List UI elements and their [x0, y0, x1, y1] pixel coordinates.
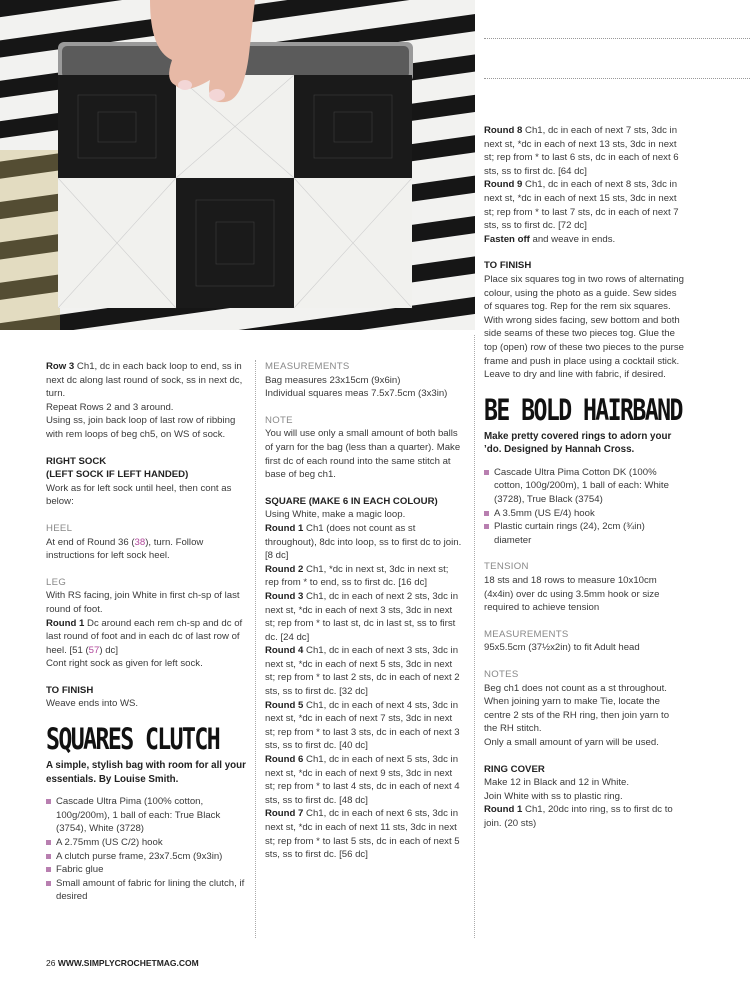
ring-cover-heading: RING COVER [484, 763, 545, 775]
column-3 [484, 124, 684, 831]
list-item: Fabric glue [46, 863, 246, 877]
be-bold-hairband-title: BE BOLD HAIRBAND [484, 392, 682, 427]
column-divider [255, 360, 256, 938]
squares-clutch-intro: A simple, stylish bag with room for all your essentials. By Louise Smith. [46, 760, 246, 785]
list-item: Small amount of fabric for lining the clutch, if desired [46, 877, 246, 904]
measurements-heading: MEASUREMENTS [265, 361, 350, 372]
footer-url: WWW.SIMPLYCROCHETMAG.COM [57, 958, 199, 968]
column-divider [474, 335, 475, 938]
round-paragraph: Round 3 Ch1, dc in each of next 2 sts, 3dc in next st, *dc in each of next 3 sts, 3dc in next st; rep from * to last st, dc in last st, ss to first dc. [24 dc] [265, 590, 459, 643]
clutch-photo [0, 0, 475, 330]
measurements-text: Bag measures 23x15cm (9x6in) [265, 374, 401, 386]
column-1 [46, 360, 246, 904]
right-sock-heading: RIGHT SOCK (LEFT SOCK IF LEFT HANDED) [46, 455, 189, 481]
column-2 [265, 360, 463, 862]
fasten-off-text: Fasten off and weave in ends. [484, 233, 616, 245]
measurements-text: 95x5.5cm (37½x2in) to fit Adult head [484, 642, 640, 654]
list-item: Cascade Ultra Pima Cotton DK (100% cotton, 100g/200m), 1 ball of each: White (3728), True Black (3754) [484, 466, 684, 507]
header-rule [484, 38, 750, 39]
notes-text: Beg ch1 does not count as a st throughout. [484, 682, 667, 694]
ring-round1: Round 1 Ch1, 20dc into ring, ss to first dc to join. (20 sts) [484, 804, 673, 829]
round-paragraph: Round 2 Ch1, *dc in next st, 3dc in next st; rep from * to end, ss to first dc. [16 dc] [265, 563, 449, 589]
list-item: A 3.5mm (US E/4) hook [484, 507, 684, 521]
round-paragraph: Round 7 Ch1, dc in each of next 6 sts, 3dc in next st, *dc in each of next 11 sts, 3dc in next st; rep from * to last 5 sts, dc in each of next 5 sts, ss to first dc. [56 dc] [265, 808, 460, 861]
to-finish-heading: TO FINISH [46, 684, 94, 696]
cont-text: Cont right sock as given for left sock. [46, 658, 203, 670]
tension-text: 18 sts and 18 rows to measure 10x10cm (4x4in) over dc using 3.5mm hook or size required to achieve tension [484, 575, 660, 614]
square-heading: SQUARE (MAKE 6 IN EACH COLOUR) [265, 495, 438, 507]
notes-text: When joining yarn to make Tie, locate the centre 2 sts of the RH ring, then join yarn to the RH stitch. [484, 696, 670, 735]
join-text: Using ss, join back loop of last row of ribbing with rem loops of beg ch5, on WS of sock. [46, 415, 236, 440]
round-paragraph: Round 5 Ch1, dc in each of next 4 sts, 3dc in next st, *dc in each of next 7 sts, 3dc in next st; rep from * to last 3 sts, dc in each of next 3 sts, ss to first dc. [40 dc] [265, 699, 460, 752]
list-item: Cascade Ultra Pima (100% cotton, 100g/200m), 1 ball of each: True Black (3754), White (3728) [46, 795, 246, 836]
round-paragraph: Round 4 Ch1, dc in each of next 3 sts, 3dc in next st, *dc in each of next 5 sts, 3dc in next st; rep from * to last 2 sts, dc in each of next 2 sts, ss to first dc. [32 dc] [265, 645, 460, 698]
page-footer [46, 958, 199, 968]
row3-paragraph: Row 3 Ch1, dc in each back loop to end, ss in next dc along last round of sock, ss in next dc, turn. [46, 361, 243, 400]
repeat-text: Repeat Rows 2 and 3 around. [46, 401, 174, 413]
list-item: A clutch purse frame, 23x7.5cm (9x3in) [46, 850, 246, 864]
hairband-materials-list [484, 466, 684, 548]
measurements-text: Individual squares meas 7.5x7.5cm (3x3in) [265, 388, 448, 400]
leg-heading: LEG [46, 576, 67, 588]
notes-heading: NOTES [484, 669, 519, 680]
to-finish-heading: TO FINISH [484, 260, 532, 272]
notes-text: Only a small amount of yarn will be used. [484, 736, 659, 748]
squares-clutch-title: SQUARES CLUTCH [46, 722, 220, 757]
leg-text: With RS facing, join White in first ch-sp of last round of foot. [46, 590, 240, 615]
work-as-text: Work as for left sock until heel, then cont as below: [46, 482, 232, 508]
clutch-materials-list [46, 795, 246, 904]
ring-cover-text: Make 12 in Black and 12 in White. [484, 777, 630, 789]
hairband-intro: Make pretty covered rings to adorn your ’do. Designed by Hannah Cross. [484, 430, 672, 456]
round-paragraph: Round 9 Ch1, dc in each of next 8 sts, 3dc in next st, *dc in each of next 15 sts, 3dc in next st; rep from * to last 7 sts, dc in each of next 7 sts, ss to first dc. [72 dc] [484, 179, 679, 232]
list-item: A 2.75mm (US C/2) hook [46, 836, 246, 850]
list-item: Plastic curtain rings (24), 2cm (¾in) diameter [484, 520, 684, 547]
square-intro: Using White, make a magic loop. [265, 509, 406, 521]
page-number: 26 [46, 958, 56, 968]
round-paragraph: Round 6 Ch1, dc in each of next 5 sts, 3dc in next st, *dc in each of next 9 sts, 3dc in next st; rep from * to last 4 sts, dc in each of next 4 sts, ss to first dc. [48 dc] [265, 754, 460, 806]
note-heading: NOTE [265, 414, 293, 426]
to-finish-text: Place six squares tog in two rows of alternating colour, using the photo as a guide. Sew sides of squares tog. Rep for the rem six squares. With wrong sides facing, sew bottom and both side seams of these two pieces tog. Glue the top (open) row of these two pieces to the purse frame and push in place using a cocktail stick. Leave to dry and line with fabric, if desired. [484, 273, 684, 381]
round-paragraph: Round 8 Ch1, dc in each of next 7 sts, 3dc in next st, *dc in each of next 13 sts, 3dc in next st; rep from * to last 6 sts, dc in each of next 6 sts, ss to first dc. [64 dc] [484, 125, 679, 177]
heel-text: At end of Round 36 (38), turn. Follow instructions for left sock heel. [46, 536, 204, 562]
ring-join-text: Join White with ss to plastic ring. [484, 790, 623, 802]
tension-heading: TENSION [484, 561, 529, 573]
measurements-heading: MEASUREMENTS [484, 628, 569, 640]
header-rule [484, 78, 750, 79]
note-text: You will use only a small amount of both balls of yarn for the bag (less than a quarter). Make first dc of each round into the same stitch at base of beg ch1. [265, 428, 461, 481]
leg-round1: Round 1 Dc around each rem ch-sp and dc of last round of foot and in each dc of last row of heel. [51 (57) dc] [46, 617, 243, 656]
heel-heading: HEEL [46, 522, 73, 534]
to-finish-text: Weave ends into WS. [46, 698, 139, 710]
round-paragraph: Round 1 Ch1 (does not count as st throughout), 8dc into loop, ss to first dc to join. [8 dc] [265, 522, 462, 562]
